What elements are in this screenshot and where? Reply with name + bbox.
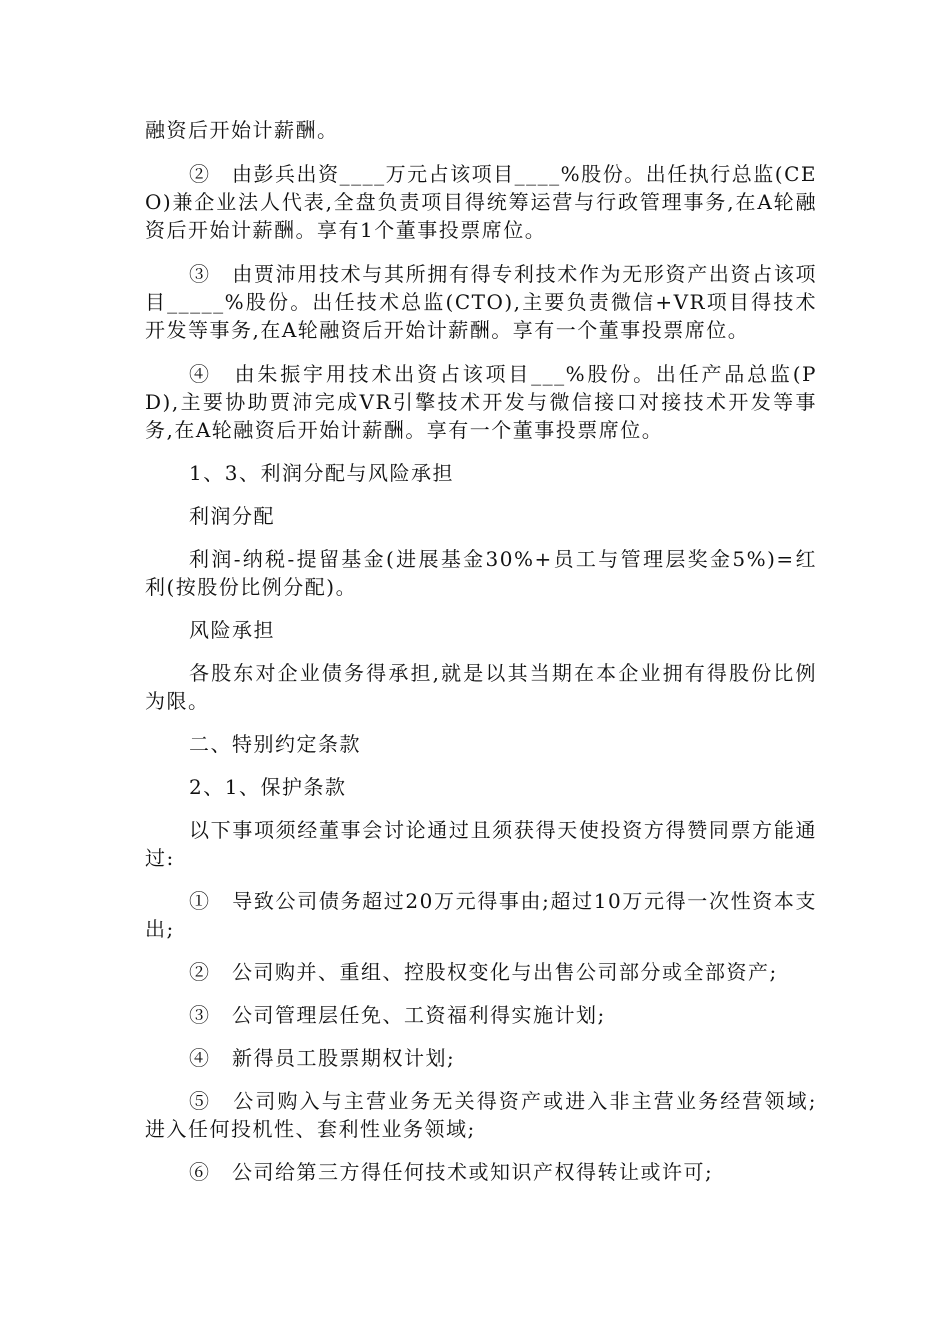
list-item-protection-4: ④ 新得员工股票期权计划; bbox=[189, 1046, 456, 1070]
paragraph-board-approval: 以下事项须经董事会讨论通过且须获得天使投资方得赞同票方能通过: bbox=[145, 818, 817, 870]
section-heading-profit-risk: 1、3、利润分配与风险承担 bbox=[189, 461, 454, 485]
paragraph-risk-bearing: 各股东对企业债务得承担,就是以其当期在本企业拥有得股份比例为限。 bbox=[145, 661, 817, 713]
subheading-profit-distribution: 利润分配 bbox=[189, 504, 275, 528]
paragraph-shareholder-3: ③ 由贾沛用技术与其所拥有得专利技术作为无形资产出资占该项目_____%股份。出任技术总监(CTO),主要负责微信+VR项目得技术开发等事务,在A轮融资后开始计薪酬。享有一个董事投票席位。 bbox=[145, 262, 817, 342]
section-heading-special-terms: 二、特别约定条款 bbox=[189, 732, 361, 756]
paragraph-shareholder-4: ④ 由朱振宇用技术出资占该项目___%股份。出任产品总监(PD),主要协助贾沛完成VR引擎技术开发与微信接口对接技术开发等事务,在A轮融资后开始计薪酬。享有一个董事投票席位。 bbox=[145, 362, 817, 442]
document-page bbox=[145, 116, 817, 1186]
paragraph-continuation: 融资后开始计薪酬。 bbox=[145, 118, 339, 142]
subheading-risk-bearing: 风险承担 bbox=[189, 618, 275, 642]
list-item-protection-2: ② 公司购并、重组、控股权变化与出售公司部分或全部资产; bbox=[189, 960, 778, 984]
paragraph-shareholder-2: ② 由彭兵出资____万元占该项目____%股份。出任执行总监(CEO)兼企业法人代表,全盘负责项目得统筹运营与行政管理事务,在A轮融资后开始计薪酬。享有1个董事投票席位。 bbox=[145, 162, 817, 242]
section-heading-protection-terms: 2、1、保护条款 bbox=[189, 775, 347, 799]
list-item-protection-6: ⑥ 公司给第三方得任何技术或知识产权得转让或许可; bbox=[189, 1160, 714, 1184]
list-item-protection-5: ⑤ 公司购入与主营业务无关得资产或进入非主营业务经营领域;进入任何投机性、套利性业务领域; bbox=[145, 1089, 817, 1141]
list-item-protection-3: ③ 公司管理层任免、工资福利得实施计划; bbox=[189, 1003, 606, 1027]
list-item-protection-1: ① 导致公司债务超过20万元得事由;超过10万元得一次性资本支出; bbox=[145, 889, 817, 941]
paragraph-profit-formula: 利润-纳税-提留基金(进展基金30%+员工与管理层奖金5%)=红利(按股份比例分配)。 bbox=[145, 547, 817, 599]
